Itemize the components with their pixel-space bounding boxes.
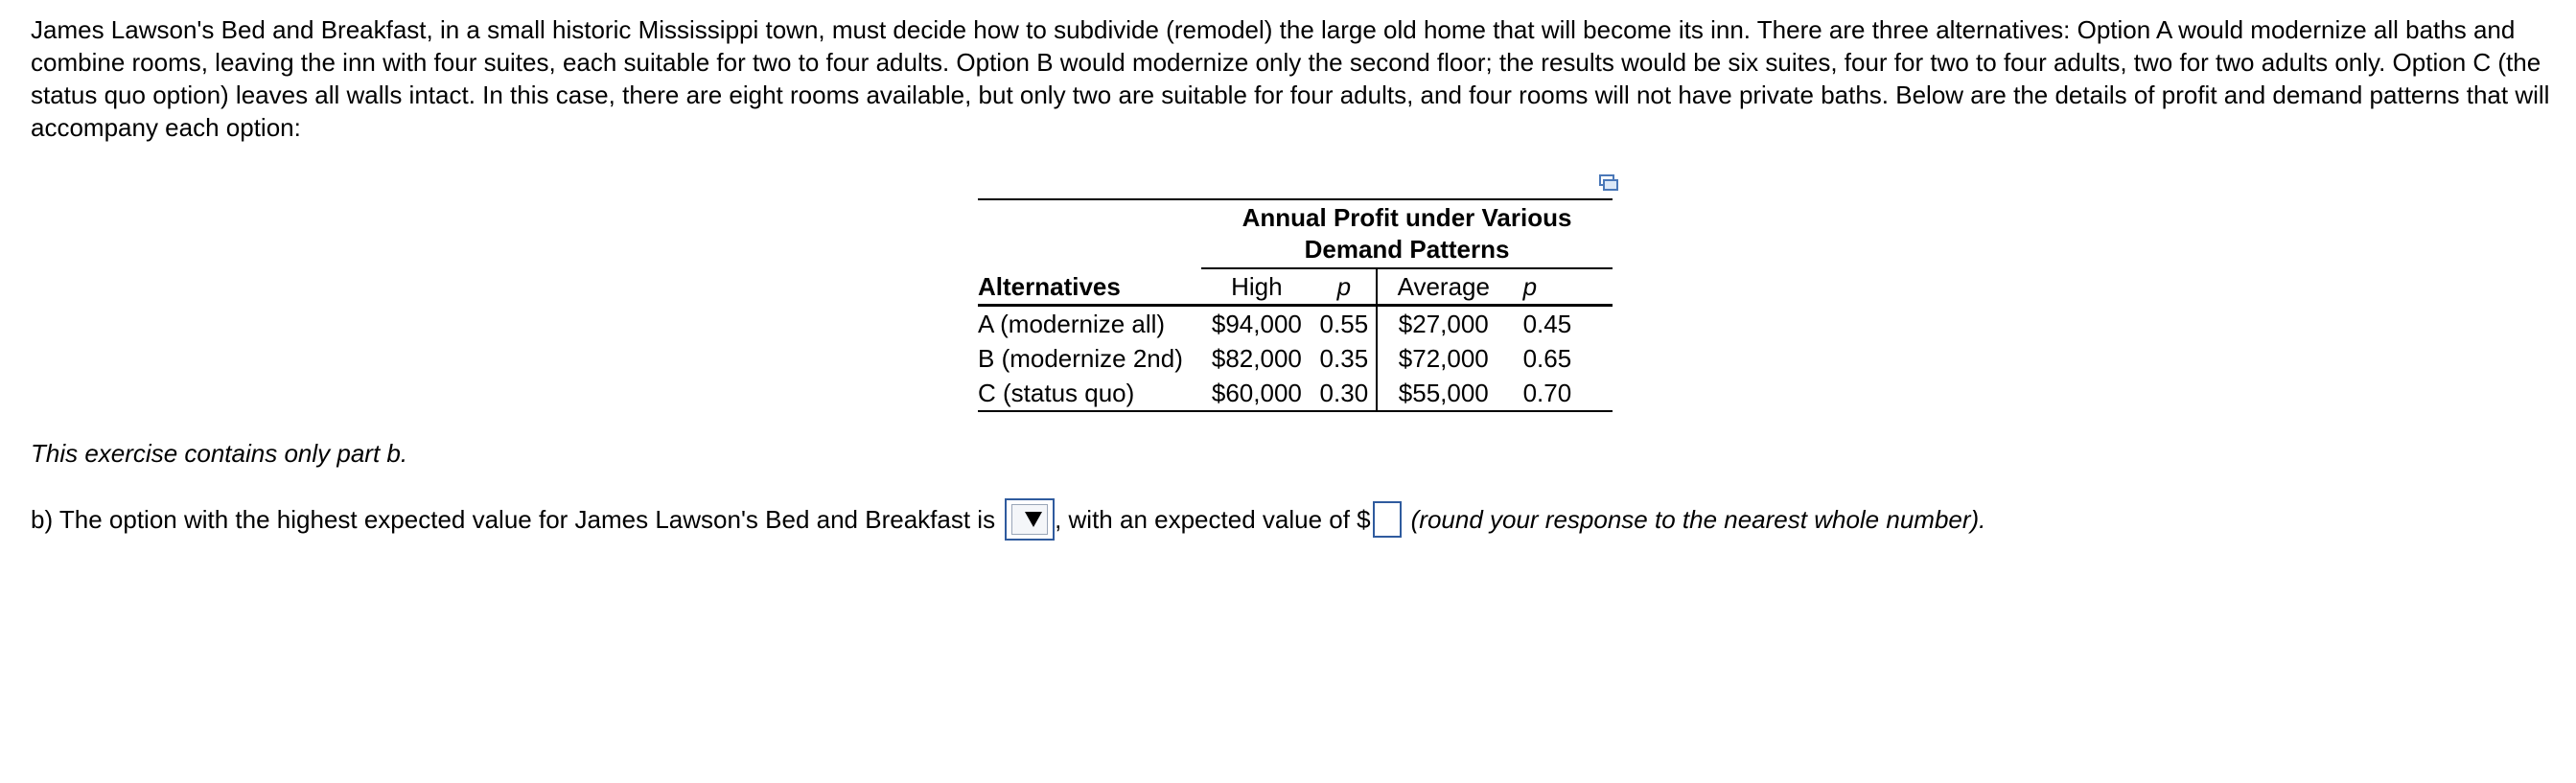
table-row (978, 376, 1613, 411)
row-alternative: B (modernize 2nd) (978, 344, 1183, 373)
rounding-hint: (round your response to the nearest whole number). (1410, 505, 1986, 534)
group-header-line2: Demand Patterns (1304, 235, 1510, 264)
exercise-note: This exercise contains only part b. (31, 439, 408, 468)
table-row (978, 306, 1613, 342)
row-average-profit: $55,000 (1377, 376, 1510, 411)
question-b (31, 496, 1985, 542)
row-p-average: 0.70 (1522, 379, 1572, 407)
column-header-high: High (1201, 268, 1312, 306)
row-high-profit: $82,000 (1211, 344, 1302, 373)
row-p-high: 0.55 (1319, 310, 1369, 338)
dropdown-button[interactable] (1011, 504, 1048, 535)
table-group-header-row (978, 199, 1613, 268)
column-header-alternatives: Alternatives (978, 268, 1201, 306)
table-column-header-row (978, 268, 1613, 306)
dropdown-arrow-icon (1025, 512, 1042, 527)
row-p-average: 0.45 (1522, 310, 1572, 338)
row-average-profit: $72,000 (1377, 341, 1510, 376)
group-header (1201, 199, 1613, 268)
row-high-profit: $94,000 (1211, 310, 1302, 338)
column-header-p-average: p (1510, 268, 1613, 306)
group-header-line1: Annual Profit under Various (1242, 203, 1572, 232)
question-prefix: b) The option with the highest expected value for James Lawson's Bed and Breakfast is (31, 505, 996, 534)
profit-table (978, 198, 1613, 412)
row-alternative: A (modernize all) (978, 310, 1166, 338)
copy-table-icon[interactable] (1599, 174, 1618, 192)
row-p-average: 0.65 (1522, 344, 1572, 373)
problem-statement: James Lawson's Bed and Breakfast, in a small historic Mississippi town, must decide how to subdivide (remodel) the large old home that will become its inn. There are three alternatives: Option A would modernize all baths and combine rooms, leaving the inn with four suites, each suitable for two to four adults. Option B would modernize only the second floor; the results would be six suites, four for two to four adults, two for two adults only. Option C (the status quo option) leaves all walls intact. In this case, there are eight rooms available, but only two are suitable for four adults, and four rooms will not have private baths. Below are the details of profit and demand patterns that will accompany each option: (31, 15, 2550, 142)
row-p-high: 0.35 (1319, 344, 1369, 373)
row-p-high: 0.30 (1319, 379, 1369, 407)
expected-value-input[interactable] (1373, 501, 1402, 538)
row-alternative: C (status quo) (978, 379, 1135, 407)
option-dropdown[interactable] (1005, 498, 1055, 541)
row-high-profit: $60,000 (1211, 379, 1302, 407)
row-average-profit: $27,000 (1377, 306, 1510, 342)
table-row (978, 341, 1613, 376)
column-header-average: Average (1377, 268, 1510, 306)
column-header-p-high: p (1312, 268, 1377, 306)
question-middle: , with an expected value of $ (1055, 505, 1371, 534)
